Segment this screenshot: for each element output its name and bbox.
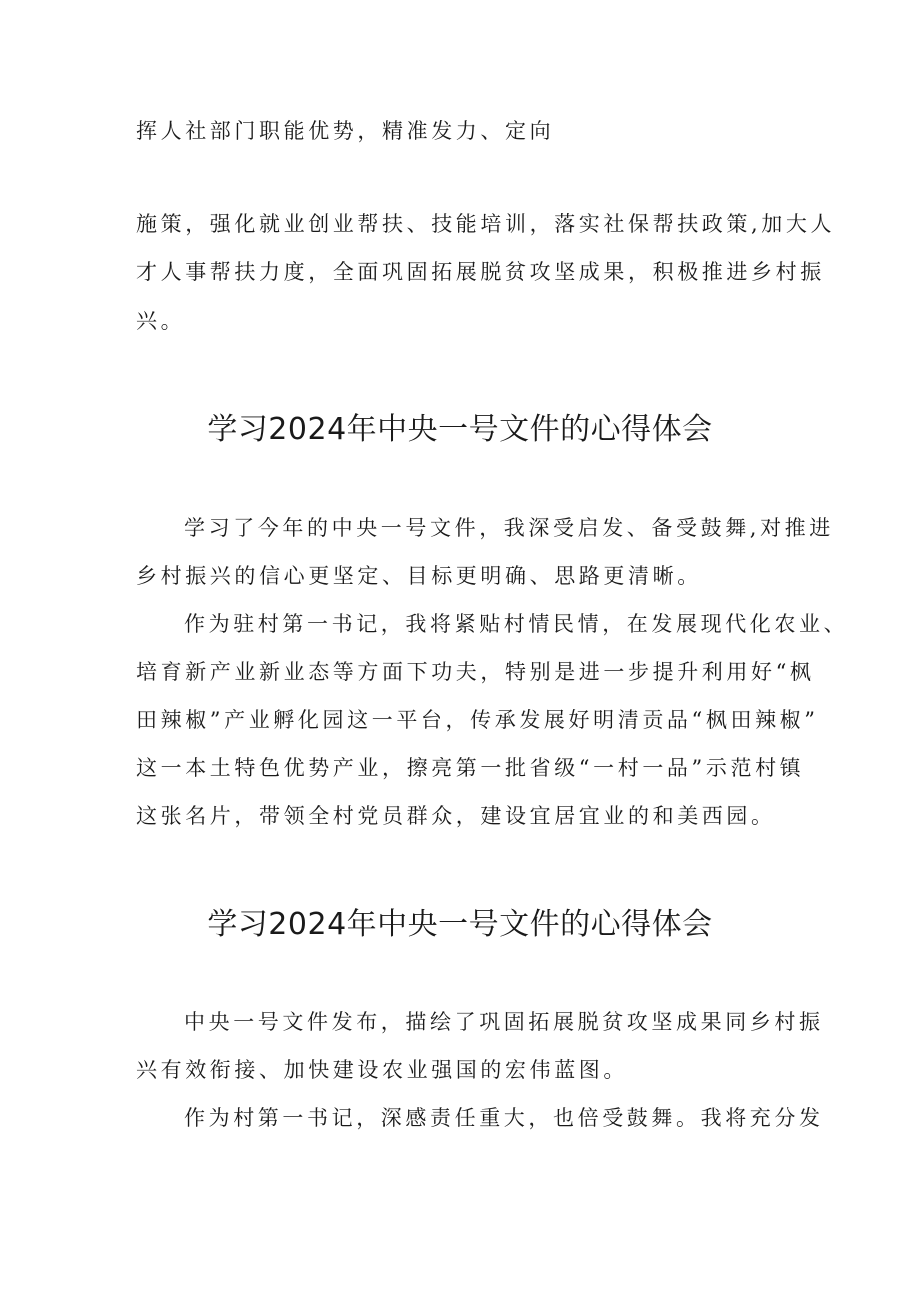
paragraph-line: 培育新产业新业态等方面下功夫，特别是进一步提升利用好“枫	[136, 660, 815, 684]
paragraph-line: 兴有效衔接、加快建设农业强国的宏伟蓝图。	[136, 1058, 628, 1082]
section-title: 学习2024年中央一号文件的心得体会	[207, 907, 713, 942]
paragraph-line: 这张名片，带领全村党员群众，建设宜居宜业的和美西园。	[136, 804, 776, 828]
paragraph-line: 作为村第一书记，深感责任重大，也倍受鼓舞。我将充分发	[184, 1106, 824, 1130]
body-text-line: 挥人社部门职能优势，精准发力、定向	[136, 119, 555, 143]
body-text-line: 兴。	[136, 309, 186, 333]
paragraph-line: 乡村振兴的信心更坚定、目标更明确、思路更清晰。	[136, 564, 702, 588]
paragraph-line: 学习了今年的中央一号文件，我深受启发、备受鼓舞,对推进	[184, 516, 834, 540]
body-text-line: 施策，强化就业创业帮扶、技能培训，落实社保帮扶政策,加大人	[136, 212, 836, 236]
paragraph-line: 田辣椒”产业孵化园这一平台，传承发展好明清贡品“枫田辣椒”	[136, 708, 819, 732]
paragraph-line: 作为驻村第一书记，我将紧贴村情民情，在发展现代化农业、	[184, 612, 849, 636]
paragraph-line: 这一本土特色优势产业，擦亮第一批省级“一村一品”示范村镇	[136, 756, 805, 780]
body-text-line: 才人事帮扶力度，全面巩固拓展脱贫攻坚成果，积极推进乡村振	[136, 260, 825, 284]
paragraph-line: 中央一号文件发布，描绘了巩固拓展脱贫攻坚成果同乡村振	[184, 1010, 824, 1034]
section-title: 学习2024年中央一号文件的心得体会	[207, 412, 713, 447]
